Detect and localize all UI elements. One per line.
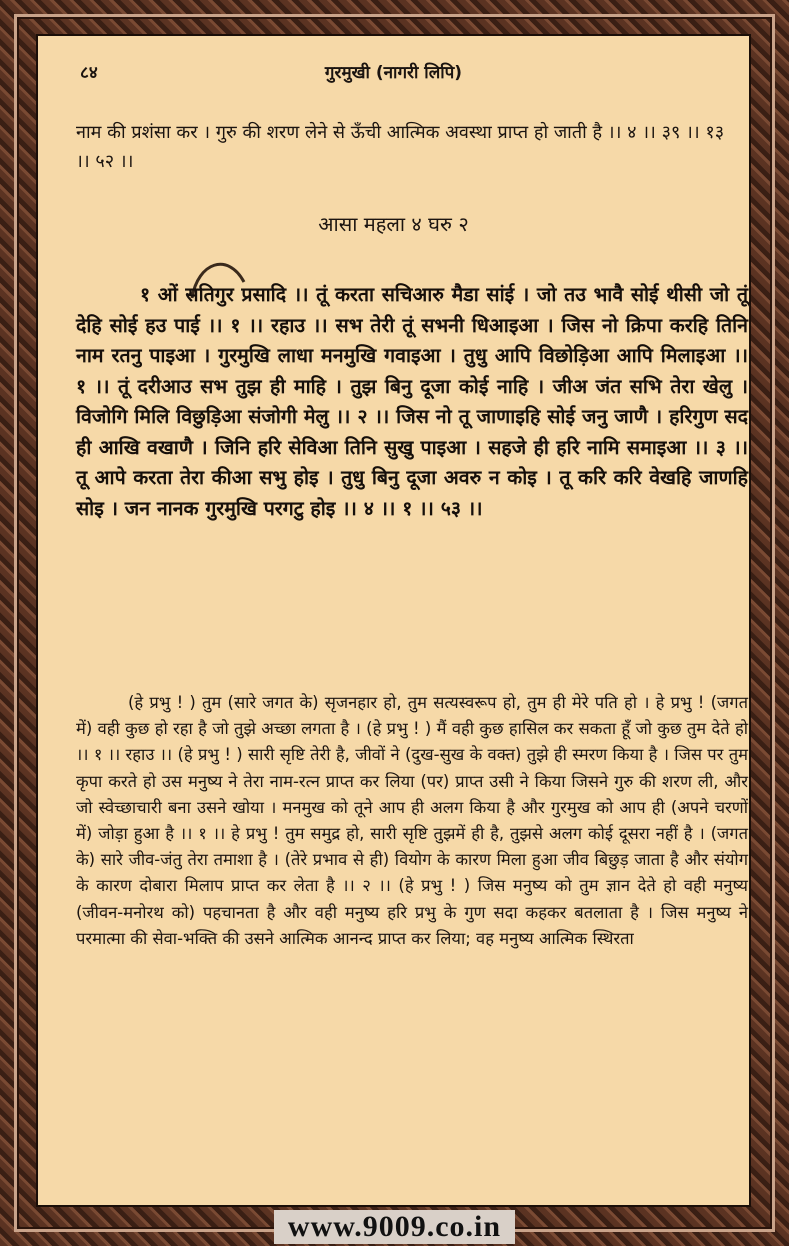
page-header bbox=[38, 60, 749, 84]
footer bbox=[0, 1208, 789, 1246]
website-link[interactable]: www.9009.co.in bbox=[274, 1210, 515, 1244]
translation-text bbox=[76, 690, 748, 952]
gurbani-text bbox=[76, 280, 748, 524]
shabad-title: आसा महला ४ घरु २ bbox=[318, 212, 469, 236]
running-title: गुरमुखी (नागरी लिपि) bbox=[324, 63, 463, 83]
translation-paragraph: (हे प्रभु ! ) तुम (सारे जगत के) सृजनहार हो, तुम सत्यस्वरूप हो, तुम ही मेरे पति हो । हे प्रभु ! (जगत में) वही कुछ हो रहा है जो तुझे अच्छा लगता है । (हे प्रभु ! ) मैं वही कुछ हासिल कर सकता हूँ जो कुछ तुम देते हो ।। १ ।। रहाउ ।। (हे प्रभु ! ) सारी सृष्टि तेरी है, जीवों ने (दुख-सुख के वक्त) तुझे ही स्मरण किया है । जिस पर तुम कृपा करते हो उस मनुष्य ने तेरा नाम-रत्न प्राप्त कर लिया (पर) प्राप्त उसी ने किया जिसने गुरु की शरण ली, और जो स्वेच्छाचारी बना उसने खोया । मनमुख को तूने आप ही अलग किया है और गुरमुख को आप ही (अपने चरणों में) जोड़ा हुआ है ।। १ ।। हे प्रभु ! तुम समुद्र हो, सारी सृष्टि तुझमें ही है, तुझसे अलग कोई दूसरा नहीं है । (जगत के) सारे जीव-जंतु तेरा तमाशा है । (तेरे प्रभाव से ही) वियोग के कारण मिला हुआ जीव बिछुड़ जाता है और संयोग के कारण दोबारा मिलाप प्राप्त कर लेता है ।। २ ।। (हे प्रभु ! ) जिस मनुष्य को तुम ज्ञान देते हो वही मनुष्य (जीवन-मनोरथ को) पहचानता है और वही मनुष्य हरि प्रभु के गुण सदा कहकर बतलाता है । जिस मनुष्य ने परमात्मा की सेवा-भक्ति की उसने आत्मिक आनन्द प्राप्त कर लिया; वह मनुष्य आत्मिक स्थिरता bbox=[76, 693, 748, 948]
previous-text: नाम की प्रशंसा कर । गुरु की शरण लेने से ऊँची आत्मिक अवस्था प्राप्त हो जाती है ।। ४ ।। ३९ ।। १३ ।। ५२ ।। bbox=[76, 122, 725, 172]
page-number: ८४ bbox=[80, 63, 98, 83]
book-page bbox=[36, 34, 751, 1207]
gurbani-paragraph: १ ओं सतिगुर प्रसादि ।। तूं करता सचिआरु मैडा सांई । जो तउ भावै सोई थीसी जो तूं देहि सोई हउ पाई ।। १ ।। रहाउ ।। सभ तेरी तूं सभनी धिआइआ । जिस नो क्रिपा करहि तिनि नाम रतनु पाइआ । गुरमुखि लाधा मनमुखि गवाइआ । तुधु आपि विछोड़िआ आपि मिलाइआ ।। १ ।। तूं दरीआउ सभ तुझ ही माहि । तुझ बिनु दूजा कोई नाहि । जीअ जंत सभि तेरा खेलु । विजोगि मिलि विछुड़िआ संजोगी मेलु ।। २ ।। जिस नो तू जाणाइहि सोई जनु जाणै । हरिगुण सद ही आखि वखाणै । जिनि हरि सेविआ तिनि सुखु पाइआ । सहजे ही हरि नामि समाइआ ।। ३ ।। तू आपे करता तेरा कीआ सभु होइ । तुधु बिनु दूजा अवरु न कोइ । तू करि करि वेखहि जाणहि सोइ । जन नानक गुरमुखि परगटु होइ ।। ४ ।। १ ।। ५३ ।। bbox=[76, 283, 748, 520]
